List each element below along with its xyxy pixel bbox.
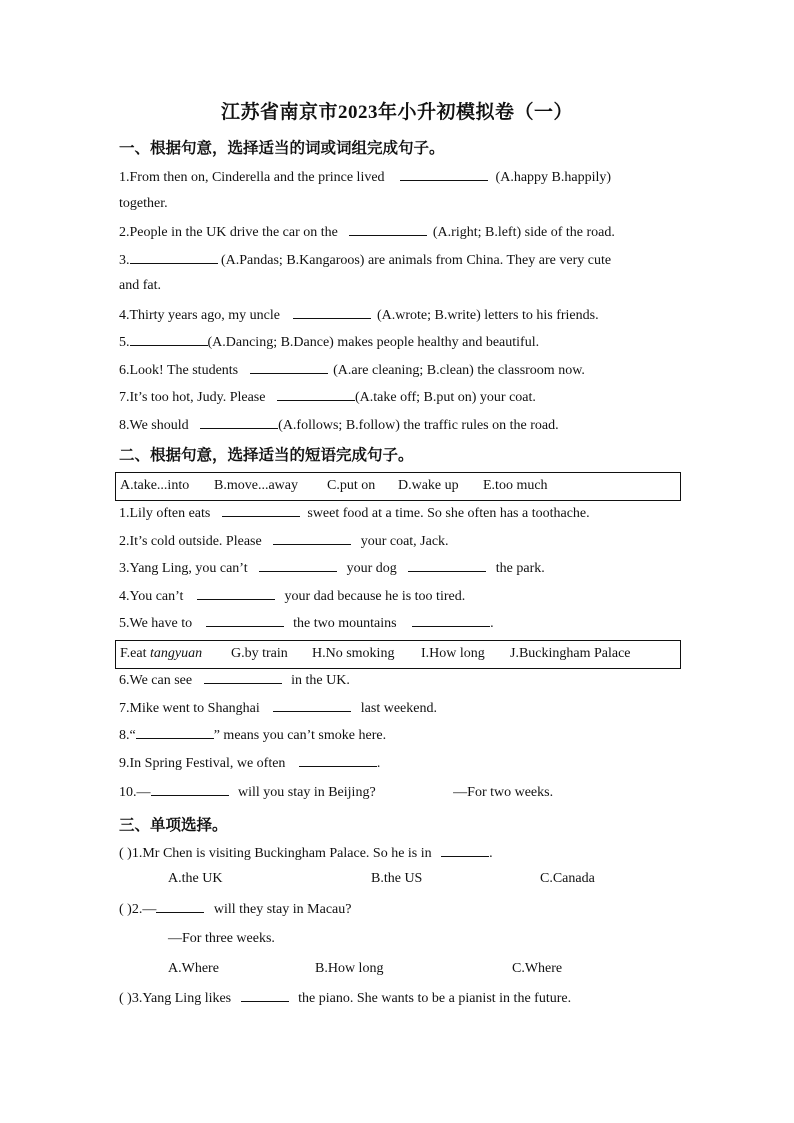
- q1-3-continuation: and fat.: [119, 278, 161, 293]
- answer-blank[interactable]: [277, 388, 355, 401]
- answer-blank[interactable]: [204, 671, 282, 684]
- answer-blank[interactable]: [200, 416, 278, 429]
- q2-8-line: 8.“ ” means you can’t smoke here.: [119, 728, 387, 743]
- phrase-option-h: H.No smoking: [312, 646, 395, 661]
- answer-blank[interactable]: [151, 783, 229, 796]
- q1-8-line: 8.We should (A.follows; B.follow) the traffic rules on the road.: [119, 418, 559, 433]
- section-3-heading: 三、单项选择。: [119, 817, 228, 834]
- phrase-option: A.take...into: [120, 478, 190, 493]
- answer-blank[interactable]: [197, 587, 275, 600]
- phrase-option: B.move...away: [214, 478, 298, 493]
- answer-blank[interactable]: [259, 559, 337, 572]
- q2-2-line: 2.It’s cold outside. Please your coat, Jack.: [119, 534, 449, 549]
- phrase-box-2: [115, 640, 681, 669]
- q1-3-line: 3. (A.Pandas; B.Kangaroos) are animals from China. They are very cute: [119, 253, 612, 268]
- q3-1-option-b: B.the US: [371, 871, 423, 886]
- q1-1-continuation: together.: [119, 196, 168, 211]
- q2-5-line: 5.We have to the two mountains .: [119, 616, 494, 631]
- q2-6-line: 6.We can see in the UK.: [119, 673, 350, 688]
- q3-1-line: ( )1.Mr Chen is visiting Buckingham Palace. So he is in .: [119, 846, 493, 861]
- section-1-heading: 一、根据句意，选择适当的词或词组完成句子。: [119, 140, 445, 157]
- answer-blank[interactable]: [273, 699, 351, 712]
- q1-6-line: 6.Look! The students (A.are cleaning; B.clean) the classroom now.: [119, 363, 585, 378]
- phrase-option-f: F.eat tangyuan: [120, 646, 203, 661]
- q1-2-line: 2.People in the UK drive the car on the (A.right; B.left) side of the road.: [119, 225, 615, 240]
- q3-2-reply: —For three weeks.: [168, 931, 275, 946]
- answer-blank[interactable]: [206, 614, 284, 627]
- q2-10-line: 10.— will you stay in Beijing? —For two weeks.: [119, 785, 554, 800]
- q3-2-line: ( )2.— will they stay in Macau?: [119, 902, 352, 917]
- phrase-option-i: I.How long: [421, 646, 485, 661]
- q3-1-option-c: C.Canada: [540, 871, 595, 886]
- answer-blank[interactable]: [130, 333, 208, 346]
- phrase-option-j: J.Buckingham Palace: [510, 646, 631, 661]
- answer-blank[interactable]: [222, 504, 300, 517]
- answer-blank[interactable]: [156, 900, 204, 913]
- answer-blank[interactable]: [130, 251, 218, 264]
- q3-1-option-a: A.the UK: [168, 871, 223, 886]
- phrase-option: C.put on: [327, 478, 376, 493]
- q3-3-line: ( )3.Yang Ling likes the piano. She wants to be a pianist in the future.: [119, 991, 572, 1006]
- q3-2-option-b: B.How long: [315, 961, 384, 976]
- answer-blank[interactable]: [441, 844, 489, 857]
- answer-parentheses[interactable]: ( ): [119, 902, 132, 917]
- q2-1-line: 1.Lily often eats sweet food at a time. So she often has a toothache.: [119, 506, 590, 521]
- answer-blank[interactable]: [273, 532, 351, 545]
- answer-blank[interactable]: [412, 614, 490, 627]
- answer-blank[interactable]: [349, 223, 427, 236]
- answer-blank[interactable]: [293, 306, 371, 319]
- phrase-option-g: G.by train: [231, 646, 288, 661]
- section-2-heading: 二、根据句意，选择适当的短语完成句子。: [119, 447, 414, 464]
- answer-parentheses[interactable]: ( ): [119, 846, 132, 861]
- q2-7-line: 7.Mike went to Shanghai last weekend.: [119, 701, 437, 716]
- answer-blank[interactable]: [408, 559, 486, 572]
- q1-4-line: 4.Thirty years ago, my uncle (A.wrote; B.write) letters to his friends.: [119, 308, 599, 323]
- q2-3-line: 3.Yang Ling, you can’t your dog the park.: [119, 561, 545, 576]
- q3-2-option-c: C.Where: [512, 961, 563, 976]
- q1-5-line: 5. (A.Dancing; B.Dance) makes people healthy and beautiful.: [119, 335, 540, 350]
- q1-7-line: 7.It’s too hot, Judy. Please (A.take off; B.put on) your coat.: [119, 390, 536, 405]
- answer-blank[interactable]: [400, 168, 488, 181]
- answer-blank[interactable]: [241, 989, 289, 1002]
- q3-2-option-a: A.Where: [168, 961, 219, 976]
- q2-9-line: 9.In Spring Festival, we often .: [119, 756, 381, 771]
- phrase-option: E.too much: [483, 478, 548, 493]
- answer-blank[interactable]: [136, 726, 214, 739]
- phrase-option: D.wake up: [398, 478, 459, 493]
- q1-1-line: 1.From then on, Cinderella and the prince lived (A.happy B.happily): [119, 170, 612, 185]
- phrase-box-1: [115, 472, 681, 501]
- answer-blank[interactable]: [250, 361, 328, 374]
- q2-4-line: 4.You can’t your dad because he is too tired.: [119, 589, 466, 604]
- answer-blank[interactable]: [299, 754, 377, 767]
- answer-parentheses[interactable]: ( ): [119, 991, 132, 1006]
- page-title: 江苏省南京市2023年小升初模拟卷（一）: [220, 102, 573, 123]
